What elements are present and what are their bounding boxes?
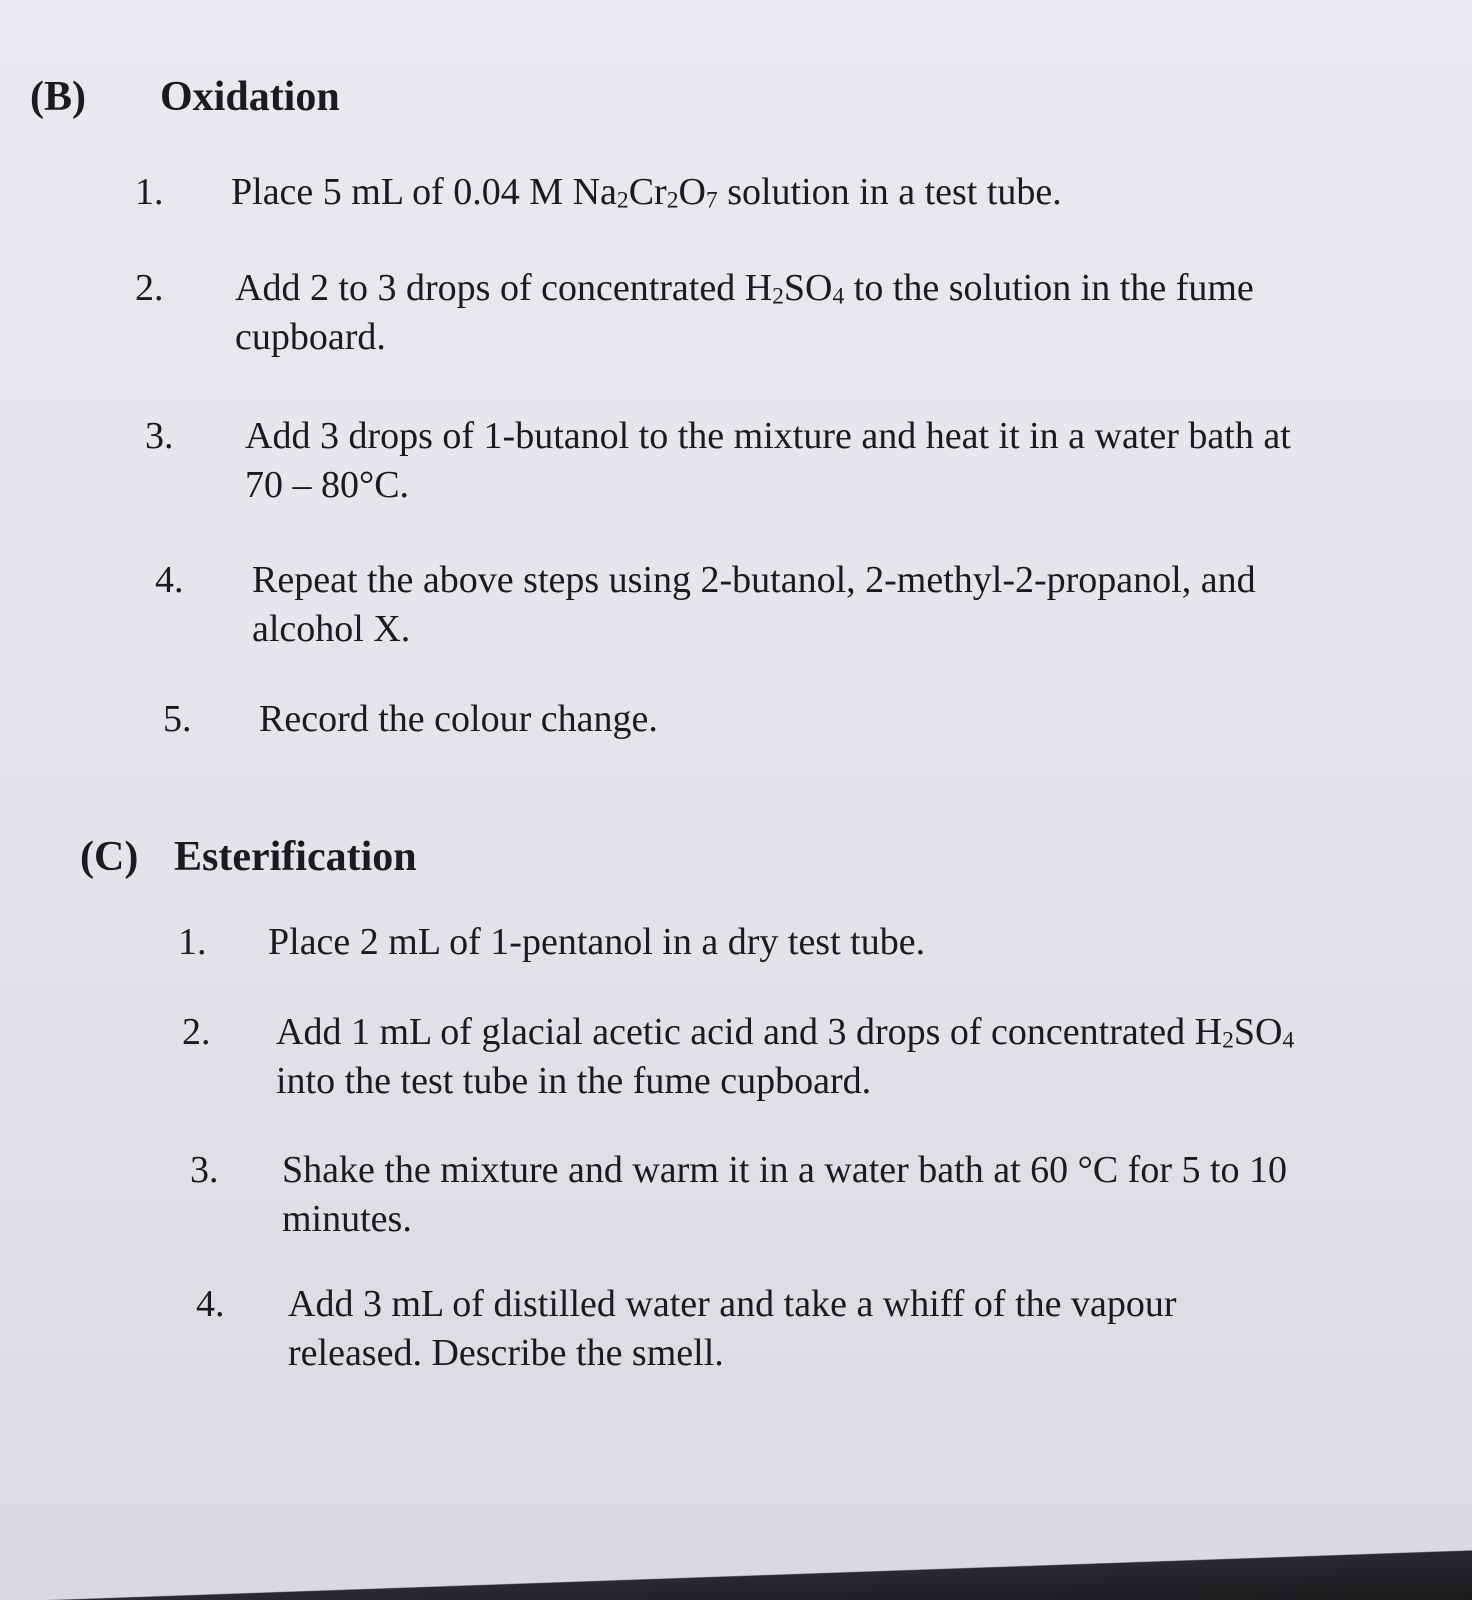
section-b-title: Oxidation (160, 74, 340, 120)
page-bottom-edge (0, 1540, 1472, 1600)
step-text: Shake the mixture and warm it in a water bath at 60 °C for 5 to 10 minutes. (282, 1149, 1288, 1241)
step-number: 1. (135, 171, 164, 213)
step-text: Add 3 mL of distilled water and take a whiff of the vapour released. Describe the smell. (288, 1283, 1177, 1375)
step-number: 2. (182, 1011, 211, 1053)
step-text: Add 3 drops of 1-butanol to the mixture and heat it in a water bath at 70 – 80°C. (245, 415, 1291, 507)
step-number: 4. (196, 1283, 225, 1325)
step-text: Place 5 mL of 0.04 M $Na_2Cr_2O_7$ solution in a test tube. (231, 171, 1062, 214)
step-number: 2. (135, 267, 164, 309)
step-number: 3. (145, 415, 174, 457)
step-number: 4. (155, 559, 184, 601)
step-number: 1. (178, 921, 207, 963)
step-text: Repeat the above steps using 2-butanol, 2-methyl-2-propanol, and alcohol X. (252, 559, 1256, 651)
step-text: Place 2 mL of 1-pentanol in a dry test tube. (268, 921, 926, 963)
step-number: 5. (163, 698, 192, 740)
section-c-label: (C) (80, 834, 139, 880)
section-b-label: (B) (30, 74, 86, 120)
step-text: Add 2 to 3 drops of concentrated $H_2SO_4$ to the solution in the fume cupboard. (235, 267, 1254, 359)
step-number: 3. (190, 1149, 219, 1191)
section-c-title: Esterification (174, 834, 417, 880)
step-text: Record the colour change. (259, 698, 658, 740)
step-text: Add 1 mL of glacial acetic acid and 3 drops of concentrated $H_2SO_4$ into the test tube in the fume cupboard. (276, 1011, 1295, 1103)
